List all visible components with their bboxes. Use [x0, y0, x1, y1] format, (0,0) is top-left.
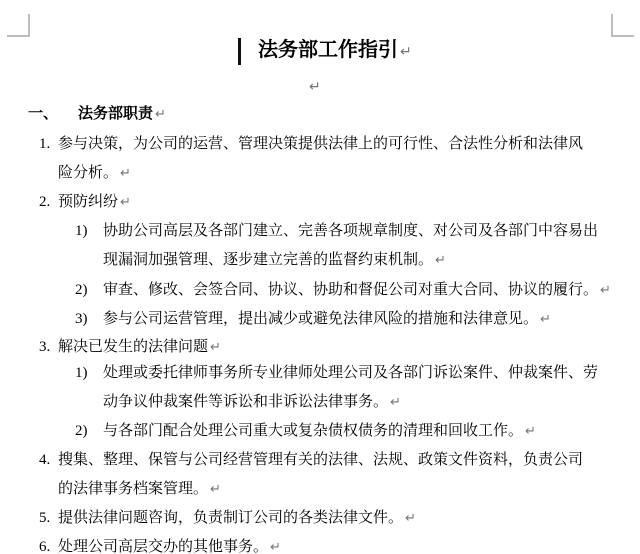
- list-item-text: 审查、修改、会签合同、协议、协助和督促公司对重大合同、协议的履行。 ↵: [103, 282, 611, 298]
- sublist-item-continuation: [0, 392, 640, 412]
- list-item-text: 处理或委托律师事务所专业律师处理公司及各部门诉讼案件、仲裁案件、劳: [103, 365, 599, 381]
- heading-label: 法务部职责 ↵: [78, 106, 166, 122]
- document-title-text: 法务部工作指引: [258, 39, 398, 61]
- paragraph-mark-icon: ↵: [600, 283, 611, 298]
- title-left-bar: [238, 38, 241, 65]
- list-item-text: 协助公司高层及各部门建立、完善各项规章制度、对公司及各部门中容易出: [103, 223, 599, 239]
- list-item: [0, 537, 640, 554]
- heading-number: 一、: [28, 106, 59, 122]
- list-number: 2.: [39, 194, 51, 210]
- sublist-number: 2): [75, 423, 88, 439]
- sublist-item: [0, 421, 640, 441]
- sublist-number: 1): [75, 365, 88, 381]
- list-item: [0, 192, 640, 212]
- list-number: 6.: [39, 539, 51, 554]
- crop-mark-line: [611, 14, 613, 37]
- document-title: [258, 36, 412, 66]
- list-item-text: 险分析。 ↵: [58, 165, 131, 181]
- crop-mark-line: [611, 35, 634, 37]
- list-number: 3.: [39, 339, 51, 355]
- list-item: [0, 450, 640, 470]
- list-item-text: 参与决策，为公司的运营、管理决策提供法律上的可行性、合法性分析和法律风: [58, 136, 584, 152]
- paragraph-mark-icon: ↵: [525, 424, 536, 439]
- list-item-text: 解决已发生的法律问题 ↵: [58, 339, 221, 355]
- paragraph-mark-icon: ↵: [155, 107, 166, 122]
- paragraph-mark-icon: ↵: [390, 395, 401, 410]
- list-item-text: 现漏洞加强管理、逐步建立完善的监督约束机制。 ↵: [103, 252, 446, 268]
- sublist-item: [0, 221, 640, 241]
- list-item-text: 处理公司高层交办的其他事务。 ↵: [58, 539, 281, 554]
- list-item-text: 提供法律问题咨询，负责制订公司的各类法律文件。 ↵: [58, 510, 416, 526]
- paragraph-mark-icon: ↵: [210, 482, 221, 497]
- paragraph-mark-icon: ↵: [435, 253, 446, 268]
- paragraph-mark-icon: ↵: [120, 166, 131, 181]
- list-item: [0, 508, 640, 528]
- list-item-text: 参与公司运营管理，提出减少或避免法律风险的措施和法律意见。 ↵: [103, 311, 551, 327]
- paragraph-mark-icon: ↵: [309, 79, 321, 95]
- list-item-text: 预防纠纷 ↵: [58, 194, 131, 210]
- crop-mark-line: [28, 14, 30, 37]
- list-item: [0, 134, 640, 154]
- list-item-text: 动争议仲裁案件等诉讼和非诉讼法律事务。 ↵: [103, 394, 401, 410]
- paragraph-mark-icon: ↵: [270, 540, 281, 554]
- crop-mark-line: [7, 35, 30, 37]
- sublist-item: [0, 309, 640, 329]
- list-item-text: 与各部门配合处理公司重大或复杂债权债务的清理和回收工作。 ↵: [103, 423, 536, 439]
- paragraph-mark-icon: ↵: [120, 195, 131, 210]
- section-heading: [0, 104, 640, 124]
- sublist-item-continuation: [0, 250, 640, 270]
- list-number: 1.: [39, 136, 51, 152]
- list-item: [0, 337, 640, 357]
- list-number: 4.: [39, 452, 51, 468]
- paragraph-mark-icon: ↵: [405, 511, 416, 526]
- sublist-number: 2): [75, 282, 88, 298]
- sublist-number: 3): [75, 311, 88, 327]
- paragraph-mark-icon: ↵: [400, 44, 412, 60]
- sublist-number: 1): [75, 223, 88, 239]
- paragraph-mark-icon: ↵: [540, 312, 551, 327]
- paragraph-mark-icon: ↵: [210, 340, 221, 355]
- sublist-item: [0, 280, 640, 300]
- list-item-text: 的法律事务档案管理。 ↵: [58, 481, 221, 497]
- list-item-text: 搜集、整理、保管与公司经营管理有关的法律、法规、政策文件资料，负责公司: [58, 452, 584, 468]
- list-number: 5.: [39, 510, 51, 526]
- sublist-item: [0, 363, 640, 383]
- list-item-continuation: [0, 163, 640, 183]
- list-item-continuation: [0, 479, 640, 499]
